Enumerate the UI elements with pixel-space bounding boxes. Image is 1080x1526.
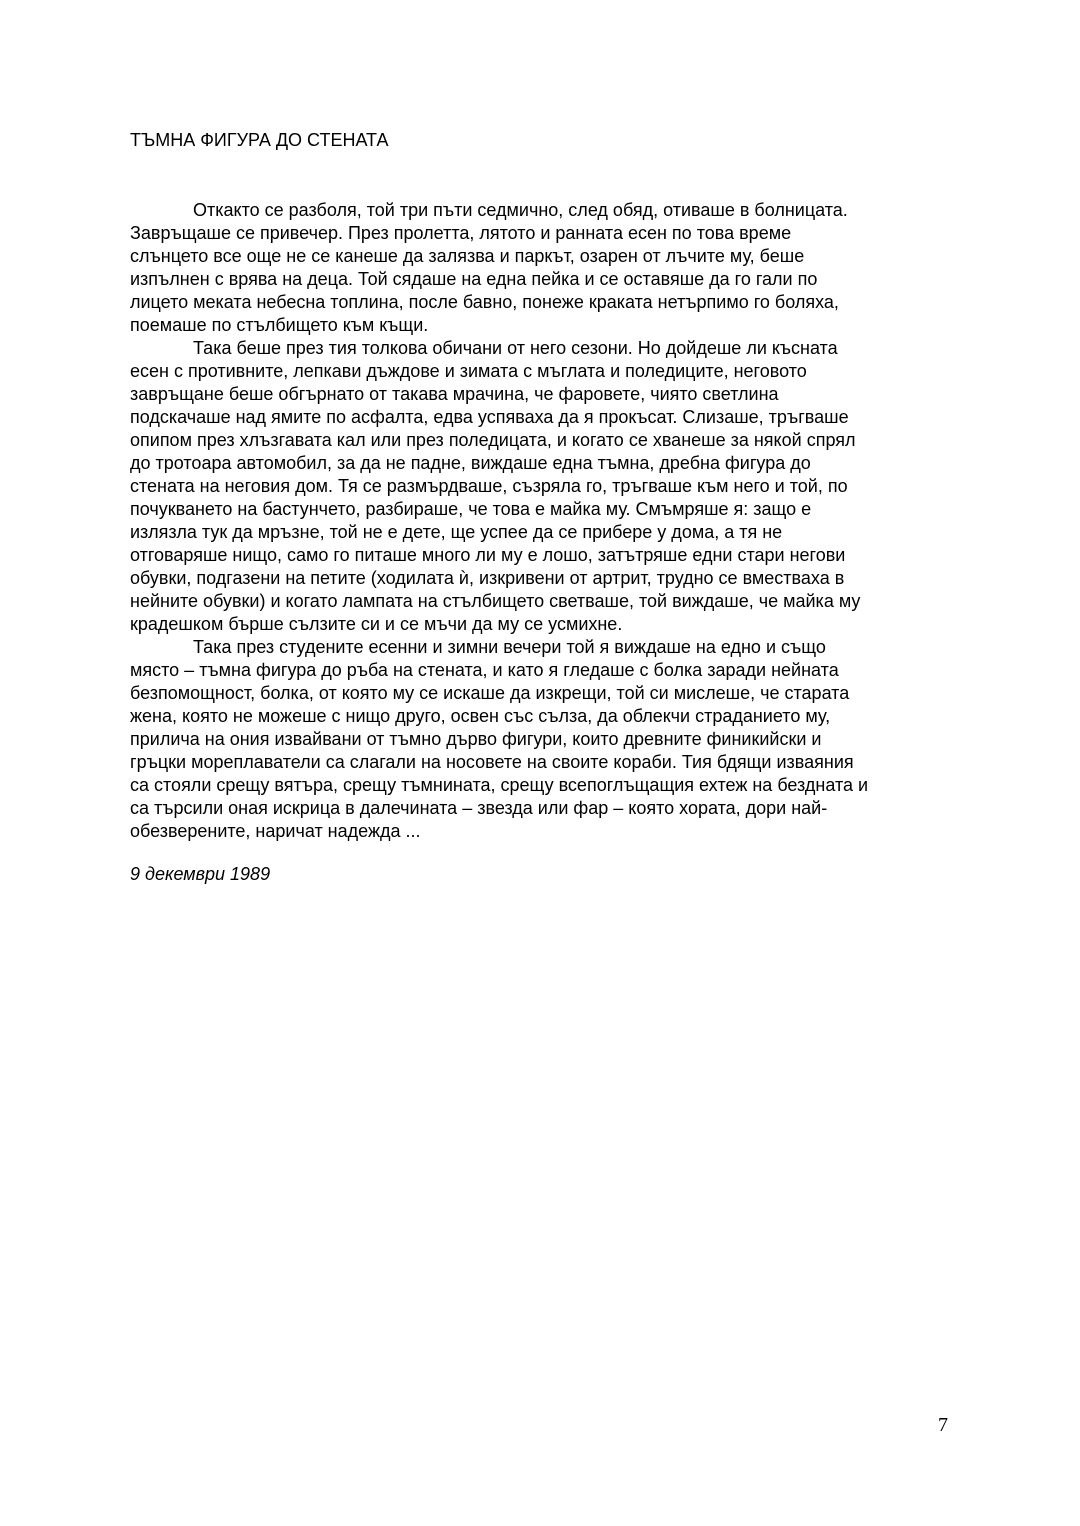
- paragraph-1-line-2: Завръщаше се привечер. През пролетта, лятото и ранната есен по това време: [130, 223, 792, 243]
- paragraph-3-line-8: са търсили оная искрица в далечината – звезда или фар – която хората, дори най-: [130, 798, 828, 818]
- paragraph-1-line-3: слънцето все още не се канеше да залязва и паркът, озарен от лъчите му, беше: [130, 246, 805, 266]
- story-title: ТЪМНА ФИГУРА ДО СТЕНАТА: [130, 130, 389, 150]
- paragraph-2-line-5: опипом през хлъзгавата кал или през поледицата, и когато се хванеше за някой спрял: [130, 430, 856, 450]
- paragraph-2-line-6: до тротоара автомобил, за да не падне, виждаше една тъмна, дребна фигура до: [130, 453, 811, 473]
- paragraph-1-line-4: изпълнен с врява на деца. Той сядаше на една пейка и се оставяше да го гали по: [130, 269, 818, 289]
- paragraph-3-line-7: са стояли срещу вятъра, срещу тъмнината, срещу всепоглъщащия ехтеж на бездната и: [130, 775, 869, 795]
- paragraph-3: [130, 636, 960, 843]
- paragraph-3-line-1: Така през студените есенни и зимни вечери той я виждаше на едно и също: [193, 637, 826, 657]
- paragraph-2-line-12: нейните обувки) и когато лампата на стълбището светваше, той виждаше, че майка му: [130, 591, 861, 611]
- paragraph-2-line-8: почукването на бастунчето, разбираше, че това е майка му. Смъмряше я: защо е: [130, 499, 812, 519]
- paragraph-3-line-5: прилича на ония извайвани от тъмно дърво фигури, които древните финикийски и: [130, 729, 822, 749]
- paragraph-2-line-1: Така беше през тия толкова обичани от него сезони. Но дойдеше ли късната: [193, 338, 838, 358]
- paragraph-2-line-4: подскачаше над ямите по асфалта, едва успяваха да я прокъсат. Слизаше, тръгваше: [130, 407, 849, 427]
- paragraph-2-line-10: отговаряше нищо, само го питаше много ли му е лошо, затътряше едни стари негови: [130, 545, 846, 565]
- paragraph-2-line-7: стената на неговия дом. Тя се размърдваше, съзряла го, тръгваше към него и той, по: [130, 476, 848, 496]
- paragraph-3-line-3: безпомощност, болка, от която му се искаше да изкрещи, той си мислеше, че старата: [130, 683, 850, 703]
- paragraph-3-line-9: обезверените, наричат надежда ...: [130, 821, 421, 841]
- paragraph-3-line-2: място – тъмна фигура до ръба на стената, и като я гледаше с болка заради нейната: [130, 660, 839, 680]
- paragraph-2-line-13: крадешком бърше сълзите си и се мъчи да му се усмихне.: [130, 614, 623, 634]
- paragraph-2-line-9: излязла тук да мръзне, той не е дете, ще успее да се прибере у дома, а тя не: [130, 522, 783, 542]
- paragraph-3-line-4: жена, която не можеше с нищо друго, освен със сълза, да облекчи страданието му,: [130, 706, 831, 726]
- story-date: 9 декември 1989: [130, 864, 271, 884]
- paragraph-1-line-5: лицето меката небесна топлина, после бавно, понеже краката нетърпимо го боляха,: [130, 292, 839, 312]
- story-body: [130, 199, 960, 843]
- paragraph-2: [130, 337, 960, 636]
- paragraph-2-line-2: есен с противните, лепкави дъждове и зимата с мъглата и поледиците, неговото: [130, 361, 807, 381]
- paragraph-1-line-1: Откакто се разболя, той три пъти седмично, след обяд, отиваше в болницата.: [193, 200, 848, 220]
- paragraph-2-line-11: обувки, подгазени на петите (ходилата ѝ, изкривени от артрит, трудно се вместваха в: [130, 568, 845, 588]
- paragraph-2-line-3: завръщане беше обгърнато от такава мрачина, че фаровете, чиято светлина: [130, 384, 779, 404]
- paragraph-3-line-6: гръцки мореплаватели са слагали на носовете на своите кораби. Тия бдящи изваяния: [130, 752, 854, 772]
- paragraph-1-line-6: поемаше по стълбището към къщи.: [130, 315, 429, 335]
- paragraph-1: [130, 199, 960, 337]
- page-number: 7: [938, 1414, 948, 1436]
